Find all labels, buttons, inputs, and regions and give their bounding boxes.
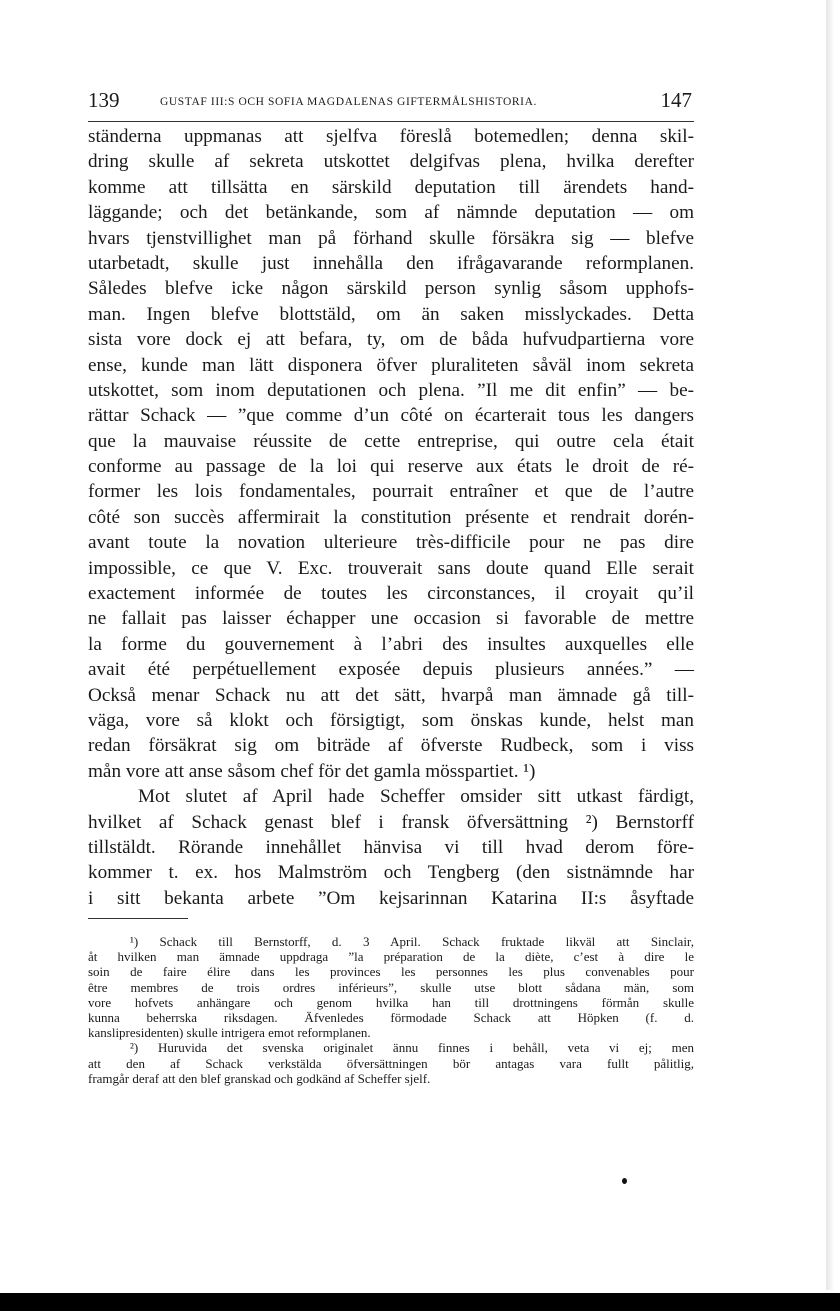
footnote-line: être membres de trois ordres inférieurs”, skulle utse blott sådana män, som bbox=[88, 979, 694, 995]
footnote-line: att den af Schack verkstälda öfversättningen bör antagas vara fullt pålitlig, bbox=[88, 1055, 694, 1071]
body-line: ständerna uppmanas att sjelfva föreslå botemedlen; denna skil- bbox=[88, 126, 694, 147]
body-line: la forme du gouvernement à l’abri des insultes auxquelles elle bbox=[88, 633, 694, 655]
ink-dot-mark bbox=[622, 1178, 627, 1184]
body-line: hvars tjenstvillighet man på förhand skulle försäkra sig — blefve bbox=[88, 227, 694, 249]
running-title: GUSTAF III:S OCH SOFIA MAGDALENAS GIFTERMÅLSHISTORIA. bbox=[160, 96, 537, 108]
body-line: man. Ingen blefve blottstäld, om än saken misslyckades. Detta bbox=[88, 303, 694, 325]
right-page-number: 147 bbox=[660, 88, 692, 112]
body-line: côté son succès affermirait la constitution présente et rendrait dorén- bbox=[88, 506, 694, 528]
page-edge-shadow bbox=[826, 0, 840, 1290]
footnote-line: framgår deraf att den blef granskad och godkänd af Scheffer sjelf. bbox=[88, 1070, 431, 1086]
body-line: läggande; och det betänkande, som af nämnde deputation — om bbox=[88, 202, 694, 224]
footnote-line: soin de faire élire dans les provinces les personnes les plus convenables pour bbox=[88, 964, 694, 980]
body-line: i sitt bekanta arbete ”Om kejsarinnan Katarina II:s åsyftade bbox=[88, 887, 694, 909]
footnote-line: ²) Huruvida det svenska originalet ännu finnes i behåll, veta vi ej; men bbox=[130, 1040, 694, 1056]
scan-bottom-border bbox=[0, 1293, 840, 1311]
body-text bbox=[88, 124, 694, 911]
body-line: utarbetadt, skulle just innehålla den ifrågavarande reformplanen. bbox=[88, 252, 694, 274]
footnote-line: kanslipresidenten) skulle intrigera emot reformplanen. bbox=[88, 1025, 371, 1041]
body-line: avant toute la novation ulterieure très-difficile pour ne pas dire bbox=[88, 532, 694, 554]
body-line: mån vore att anse såsom chef för det gamla mösspartiet. ¹) bbox=[88, 760, 536, 782]
body-line: impossible, ce que V. Exc. trouverait sans doute quand Elle serait bbox=[88, 557, 694, 579]
body-line: conforme au passage de la loi qui reserve aux états le droit de ré- bbox=[88, 456, 694, 478]
running-header bbox=[88, 88, 692, 118]
body-line: sista vore dock ej att befara, ty, om de båda hufvudpartierna vore bbox=[88, 329, 694, 351]
left-page-number: 139 bbox=[88, 88, 120, 112]
body-line: avait été perpétuellement exposée depuis plusieurs années.” — bbox=[88, 659, 694, 681]
body-line: utskottet, som inom deputationen och plena. ”Il me dit enfin” — be- bbox=[88, 379, 694, 401]
footnote-rule bbox=[88, 918, 188, 919]
body-line: dring skulle af sekreta utskottet delgifvas plena, hvilka derefter bbox=[88, 151, 694, 173]
footnote-line: vore hofvets anhängare och genom hvilka han till drottningens förmån skulle bbox=[88, 994, 694, 1010]
body-line: que la mauvaise réussite de cette entreprise, qui outre cela était bbox=[88, 430, 694, 452]
body-line: Också menar Schack nu att det sätt, hvarpå man ämnade gå till- bbox=[88, 684, 694, 706]
body-line: Således blefve icke någon särskild person synlig såsom upphofs- bbox=[88, 278, 694, 300]
body-line: hvilket af Schack genast blef i fransk öfversättning ²) Bernstorff bbox=[88, 811, 694, 833]
footnote-line: ¹) Schack till Bernstorff, d. 3 April. Schack fruktade likväl att Sinclair, bbox=[130, 934, 694, 949]
body-line: ense, kunde man lätt disponera öfver pluraliteten såväl inom sekreta bbox=[88, 354, 694, 376]
body-line: exactement informée de toutes les circonstances, il croyait qu’il bbox=[88, 583, 694, 605]
header-rule bbox=[88, 121, 694, 122]
footnotes bbox=[88, 934, 694, 1086]
body-line: former les lois fondamentales, pourrait entraîner et que de l’autre bbox=[88, 481, 694, 503]
footnote-line: kunna beherrska riksdagen. Äfvenledes förmodade Schack att Höpken (f. d. bbox=[88, 1009, 694, 1025]
body-line: väga, vore så klokt och försigtigt, som önskas kunde, helst man bbox=[88, 709, 694, 731]
footnote-line: åt hvilken man ämnade uppdraga ”la préparation de la diète, c’est à dire le bbox=[88, 949, 694, 965]
body-line: kommer t. ex. hos Malmström och Tengberg (den sistnämnde har bbox=[88, 862, 694, 884]
body-line: Mot slutet af April hade Scheffer omsider sitt utkast färdigt, bbox=[138, 786, 694, 808]
body-line: tillstäldt. Rörande innehållet hänvisa vi till hvad derom före- bbox=[88, 836, 694, 858]
body-line: komme att tillsätta en särskild deputation till ärendets hand- bbox=[88, 176, 694, 198]
body-line: rättar Schack — ”que comme d’un côté on écarterait tous les dangers bbox=[88, 405, 694, 427]
body-line: redan försäkrat sig om biträde af öfverste Rudbeck, som i viss bbox=[88, 735, 694, 757]
body-line: ne fallait pas laisser échapper une occasion si favorable de mettre bbox=[88, 608, 694, 630]
